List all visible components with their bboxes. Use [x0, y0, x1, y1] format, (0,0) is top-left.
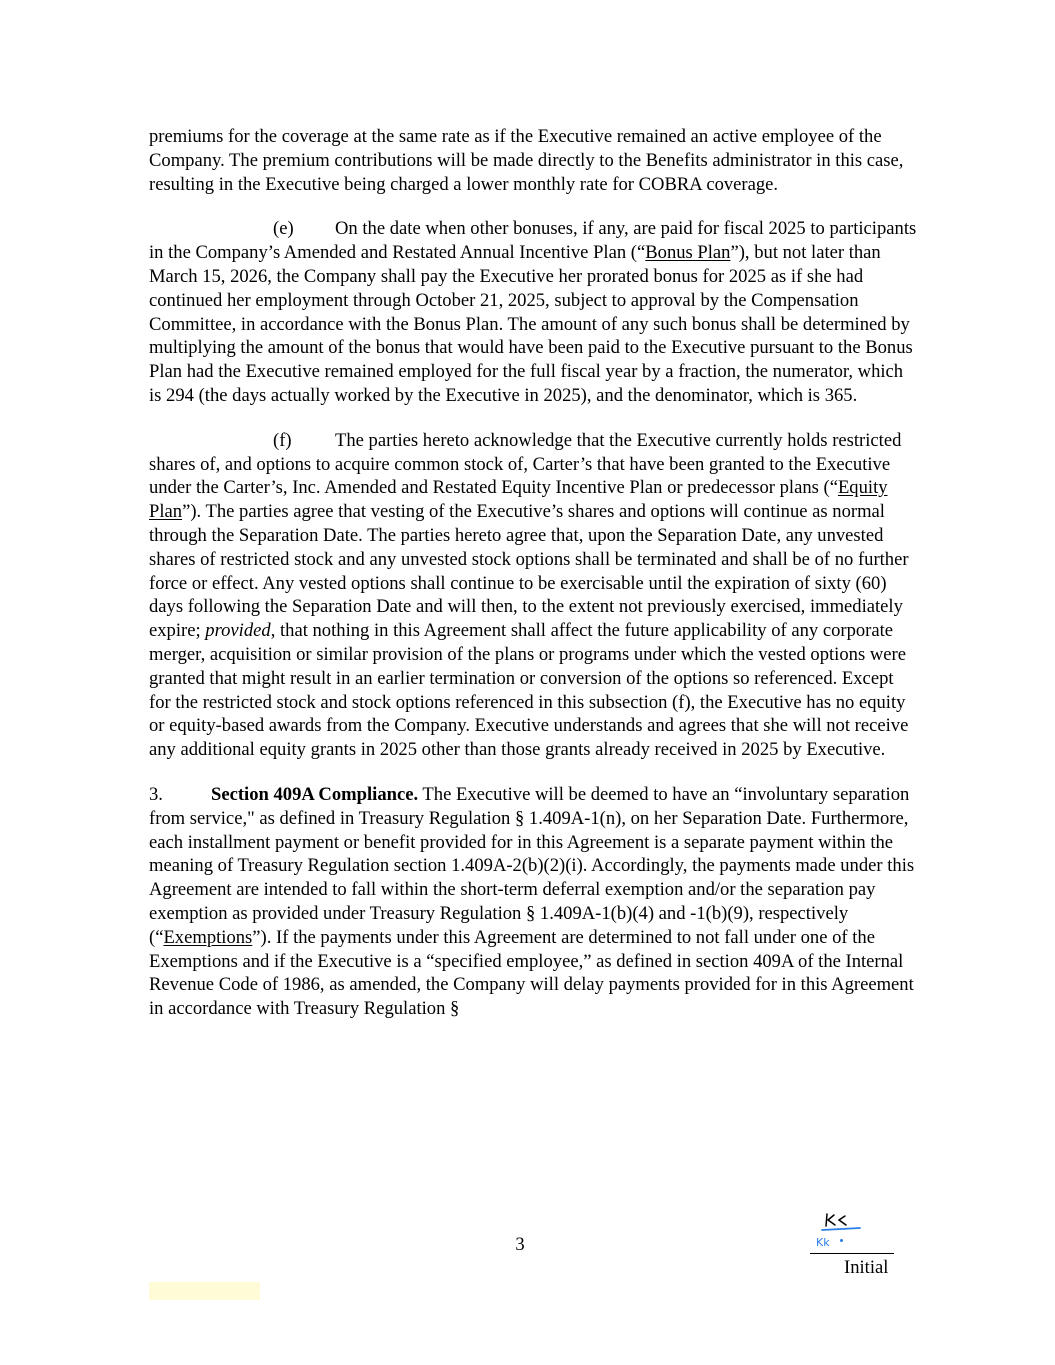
italic-term-provided: provided — [205, 620, 271, 642]
document-page — [149, 125, 919, 1021]
initial-signature-line — [810, 1253, 894, 1254]
section-heading: Section 409A Compliance. — [211, 783, 419, 805]
paragraph-section-3-409a: 3. Section 409A Compliance. The Executive will be deemed to have an “involuntary separation from service," as defined in Treasury Regulation § 1.409A-1(n), on her Separation Date. Furthermore, each installment payment or benefit provided for in this Agreement is a separate payment within the meaning of Treasury Regulation section 1.409A-2(b)(2)(i). Accordingly, the payments made under this Agreement are intended to fall within the short-term deferral exemption and/or the separation pay exemption as provided under Treasury Regulation § 1.409A-1(b)(4) and -1(b)(9), respectively (“Exemptions”). If the payments under this Agreement are determined to not fall under one of the Exemptions and if the Executive is a “specified employee,” as defined in section 409A of the Internal Revenue Code of 1986, as amended, the Company will delay payments provided for in this Agreement in accordance with Treasury Regulation § — [149, 783, 915, 1020]
paragraph-gap — [149, 408, 919, 429]
paragraph-e-bonus: (e) On the date when other bonuses, if any, are paid for fiscal 2025 to participants in the Company’s Amended and Restated Annual Incentive Plan (“Bonus Plan”), but not later than March 15, 2026, the Company shall pay the Executive her prorated bonus for 2025 as if she had continued her employment through October 21, 2025, subject to approval by the Compensation Committee, in accordance with the Bonus Plan. The amount of any such bonus shall be determined by multiplying the amount of the bonus that would have been paid to the Executive pursuant to the Bonus Plan had the Executive remained employed for the full fiscal year by a fraction, the numerator, which is 294 (the days actually worked by the Executive in 2025), and the denominator, which is 365. — [149, 218, 917, 406]
paragraph-gap — [149, 196, 919, 217]
defined-term-exemptions: Exemptions — [163, 926, 253, 948]
initial-label: Initial — [844, 1257, 889, 1278]
initial-field[interactable] — [810, 1212, 896, 1282]
paragraph-f-equity: (f) The parties hereto acknowledge that the Executive currently holds restricted shares of, and options to acquire common stock of, Carter’s that have been granted to the Executive under the Carter’s, Inc. Amended and Restated Equity Incentive Plan or predecessor plans (“Equity Plan”). The parties agree that vesting of the Executive’s shares and options will continue as normal through the Separation Date. The parties hereto agree that, upon the Separation Date, any unvested shares of restricted stock and any unvested stock options shall be terminated and shall be of no further force or effect. Any vested options shall continue to be exercisable until the expiration of sixty (60) days following the Separation Date and will then, to the extent not previously exercised, immediately expire; provided, that nothing in this Agreement shall affect the future applicability of any corporate merger, acquisition or similar provision of the plans or programs under which the vested options were granted that might result in an earlier termination or conversion of the options so referenced. Except for the restricted stock and stock options referenced in this subsection (f), the Executive has no equity or equity-based awards from the Company. Executive understands and agrees that she will not receive any additional equity grants in 2025 other than those grants already received in 2025 by Executive. — [149, 429, 909, 761]
defined-term-bonus-plan: Bonus Plan — [645, 242, 731, 264]
highlight-annotation — [149, 1282, 260, 1300]
section-number: 3. — [149, 783, 163, 805]
initial-signature-icon — [816, 1212, 862, 1234]
subsection-label: (e) — [273, 218, 294, 240]
paragraph-gap — [149, 762, 919, 783]
page-number: 3 — [515, 1234, 525, 1255]
initials-dot — [840, 1239, 843, 1242]
defined-term-equity-plan: Equity Plan — [149, 477, 888, 523]
subsection-label: (f) — [273, 429, 292, 451]
initials-text: Kk — [816, 1236, 830, 1249]
paragraph-cobra-continued: premiums for the coverage at the same rate as if the Executive remained an active employee of the Company. The premium contributions will be made directly to the Benefits administrator in this case, resulting in the Executive being charged a lower monthly rate for COBRA coverage. — [149, 126, 904, 195]
